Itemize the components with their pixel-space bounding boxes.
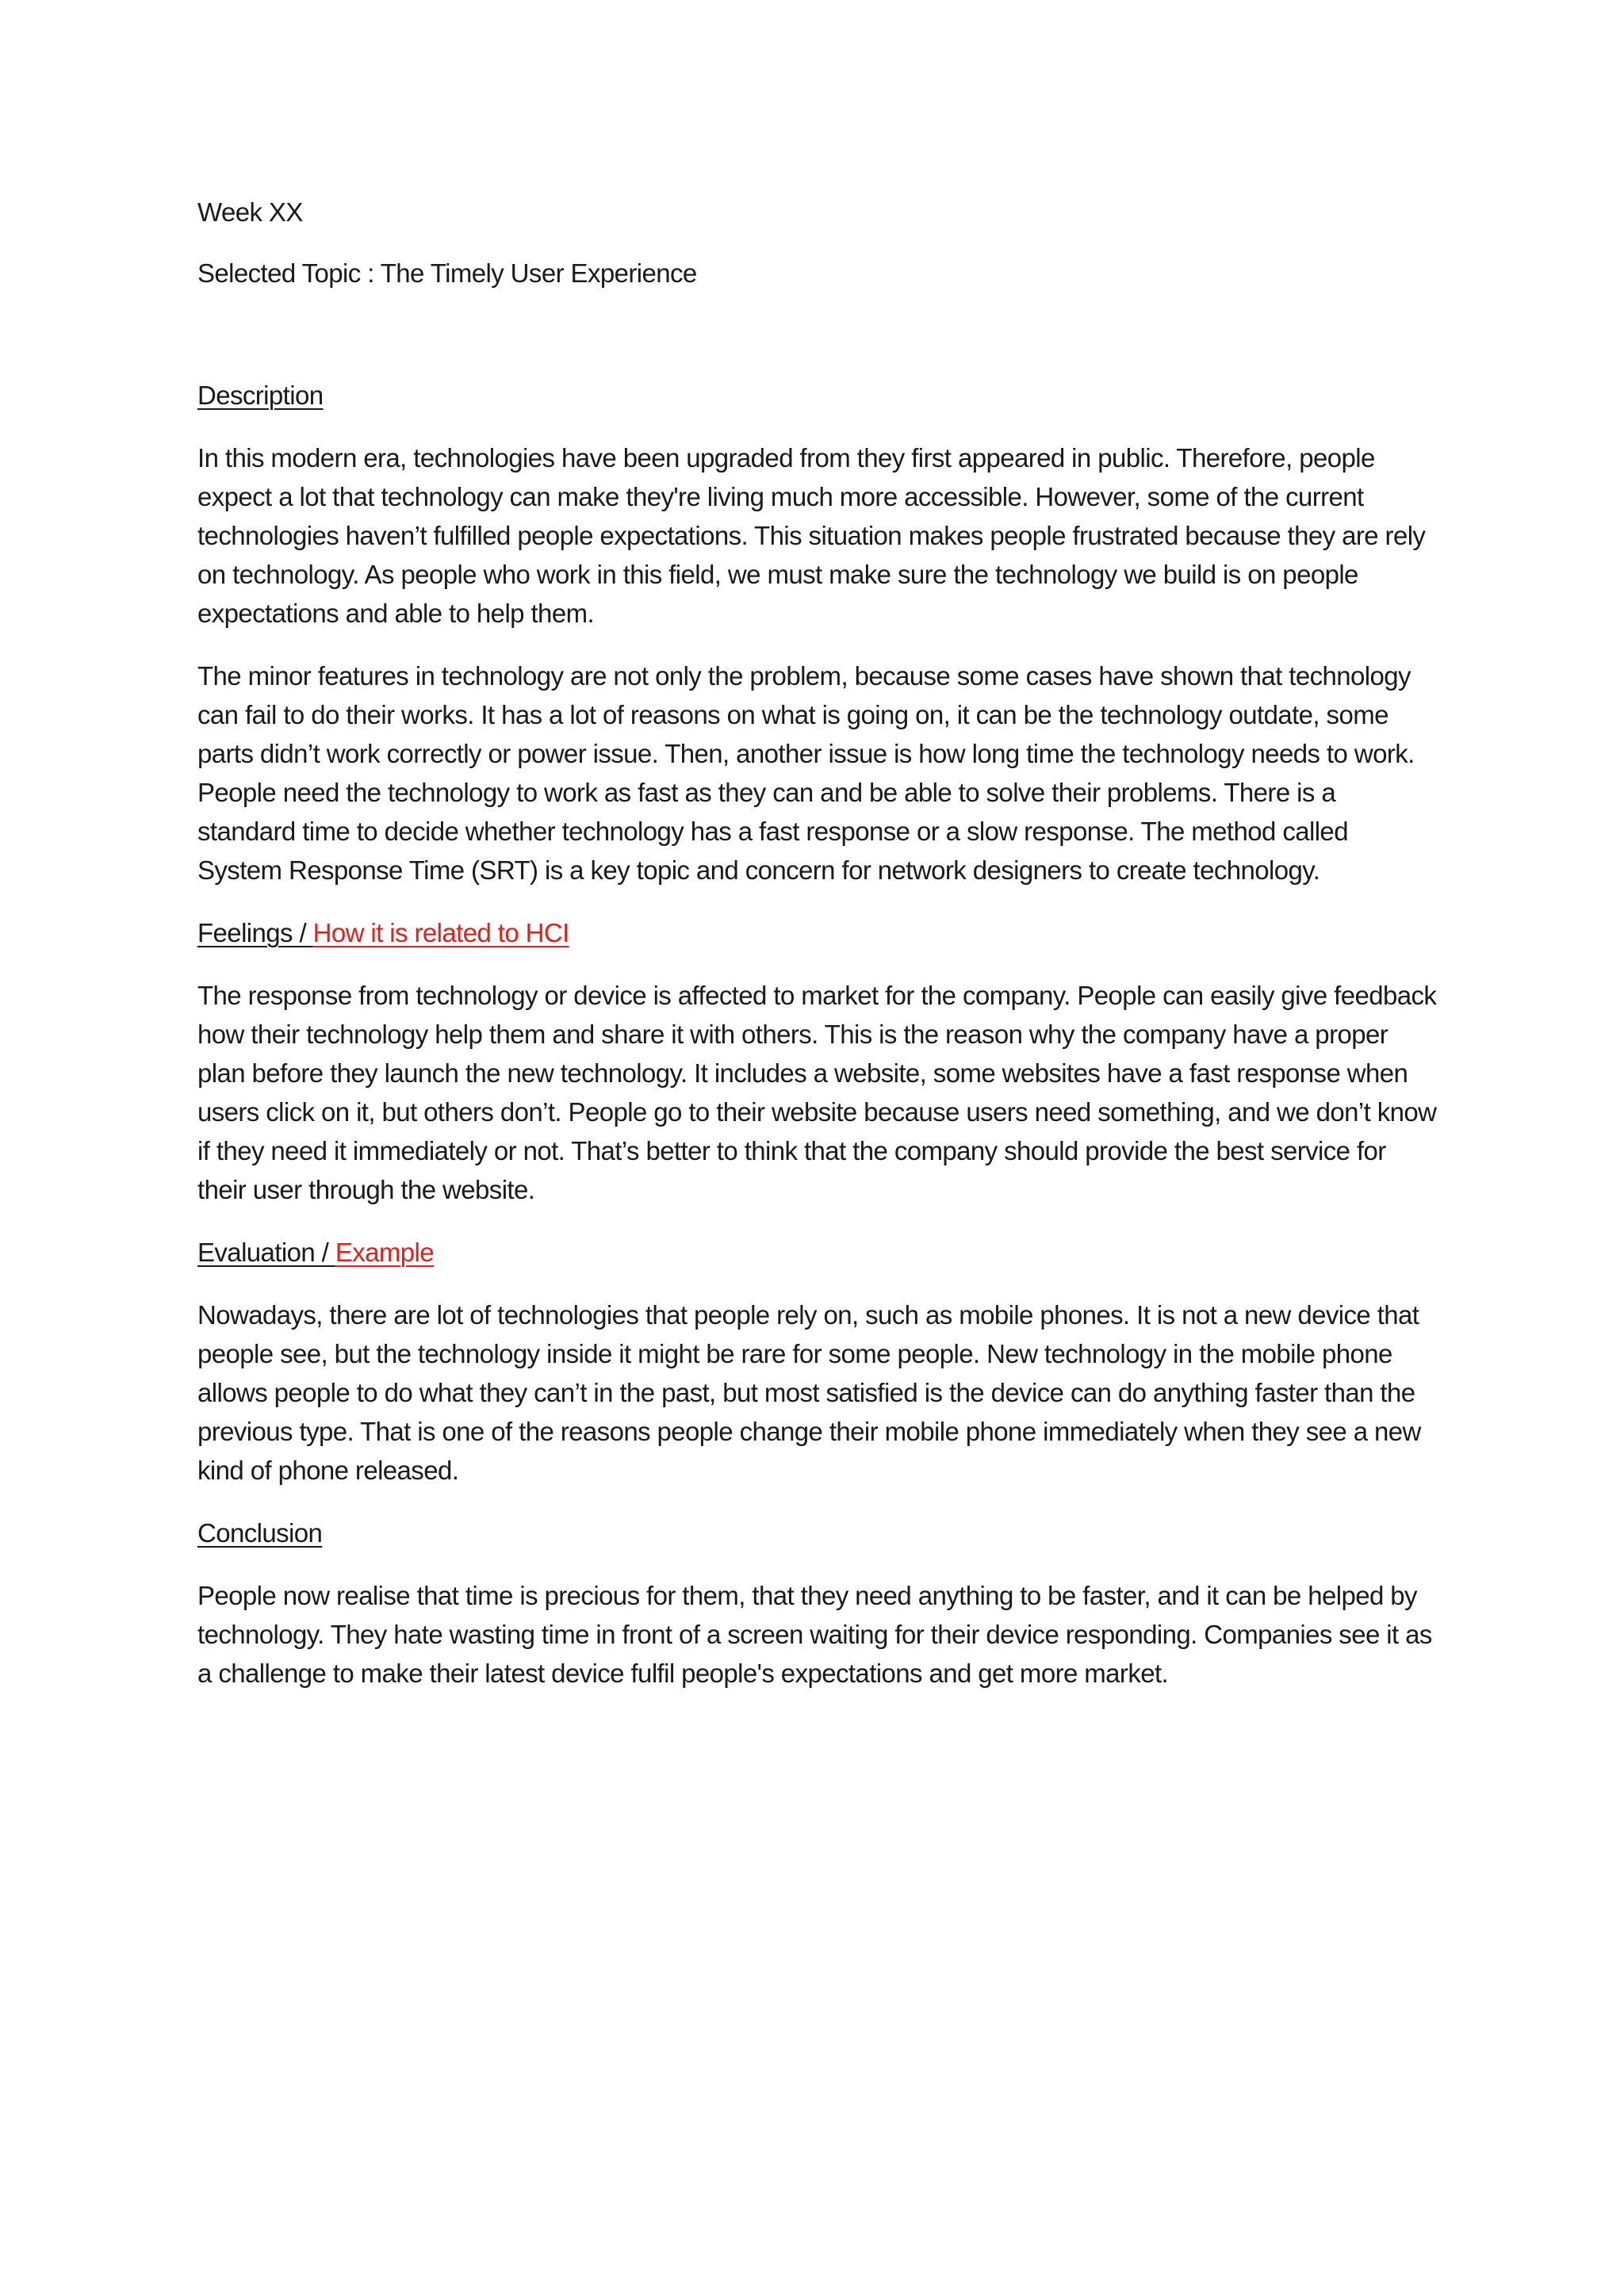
conclusion-paragraph-1: People now realise that time is precious for them, that they need anything to be faster, and it can be helped by technology. They hate wasting time in front of a screen waiting for their device responding. Companies see it as a challenge to make their latest device fulfil people's expectations and get more market. xyxy=(197,1581,1432,1688)
description-paragraph-2: The minor features in technology are not only the problem, because some cases have shown that technology can fail to do their works. It has a lot of reasons on what is going on, it can be the technology outdate, some parts didn’t work correctly or power issue. Then, another issue is how long time the technology needs to work. People need the technology to work as fast as they can and be able to solve their problems. There is a standard time to decide whether technology has a fast response or a slow response. The method called System Response Time (SRT) is a key topic and concern for network designers to create technology. xyxy=(197,661,1415,885)
feelings-section xyxy=(197,913,1438,1209)
feelings-heading-accent: How it is related to HCI xyxy=(312,918,569,947)
selected-topic: Selected Topic : The Timely User Experience xyxy=(197,258,697,288)
feelings-heading xyxy=(197,913,1438,952)
description-paragraph-1: In this modern era, technologies have been upgraded from they first appeared in public. Therefore, people expect a lot that technology can make they're living much more accessible. However, some of the current technologies haven’t fulfilled people expectations. This situation makes people frustrated because they are rely on technology. As people who work in this field, we must make sure the technology we build is on people expectations and able to help them. xyxy=(197,443,1426,628)
feelings-heading-main: Feelings / xyxy=(197,918,313,947)
feelings-paragraph-1: The response from technology or device is affected to market for the company. People can easily give feedback how their technology help them and share it with others. This is the reason why the company have a proper plan before they launch the new technology. It includes a website, some websites have a fast response when users click on it, but others don’t. People go to their website because users need something, and we don’t know if they need it immediately or not. That’s better to think that the company should provide the best service for their user through the website. xyxy=(197,981,1437,1204)
conclusion-heading xyxy=(197,1513,1438,1552)
description-heading-text: Description xyxy=(197,381,324,410)
week-label: Week XX xyxy=(197,197,303,227)
evaluation-heading xyxy=(197,1233,1438,1272)
evaluation-heading-main: Evaluation / xyxy=(197,1238,335,1267)
evaluation-heading-accent: Example xyxy=(335,1238,435,1267)
conclusion-heading-text: Conclusion xyxy=(197,1518,323,1548)
evaluation-paragraph-1: Nowadays, there are lot of technologies that people rely on, such as mobile phones. It is not a new device that people see, but the technology inside it might be rare for some people. New technology in the mobile phone allows people to do what they can’t in the past, but most satisfied is the device can do anything faster than the previous type. That is one of the reasons people change their mobile phone immediately when they see a new kind of phone released. xyxy=(197,1300,1421,1485)
description-section xyxy=(197,376,1438,890)
conclusion-section xyxy=(197,1513,1438,1693)
description-heading xyxy=(197,376,1438,415)
evaluation-section xyxy=(197,1233,1438,1490)
